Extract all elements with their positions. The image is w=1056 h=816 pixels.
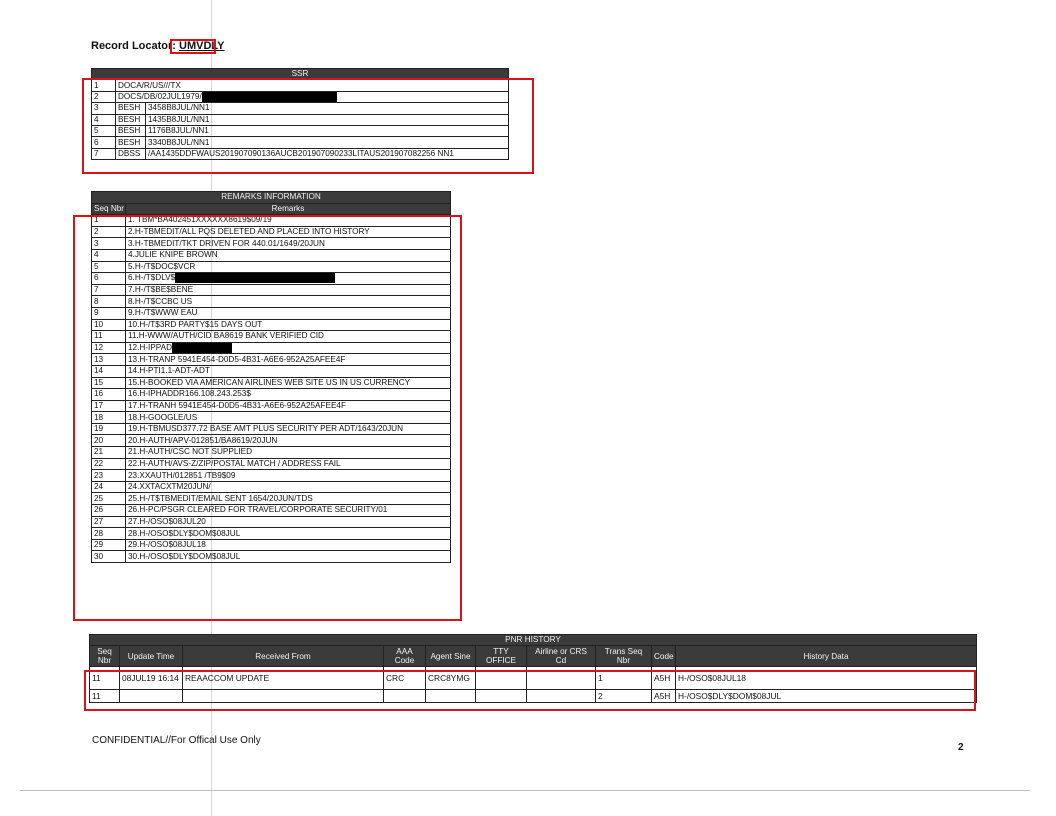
remarks-seq: 9 <box>92 307 126 319</box>
remarks-seq: 14 <box>92 365 126 377</box>
ssr-code: BESH <box>116 114 146 125</box>
pnr-aaa-code: CRC <box>384 667 426 690</box>
remarks-seq: 19 <box>92 423 126 435</box>
remarks-seq: 1 <box>92 215 126 227</box>
col-history-data: History Data <box>676 646 977 667</box>
pnr-code: A5H <box>652 690 676 703</box>
remarks-text: 30.H-/OSO$DLY$DOM$08JUL <box>128 551 241 561</box>
pnr-seq: 11 <box>90 690 120 703</box>
ssr-code: DBSS <box>116 148 146 159</box>
col-aaa-code: AAA Code <box>384 646 426 667</box>
pnr-trans-seq: 1 <box>596 667 652 690</box>
remarks-text: 6.H-/T$DLV$ <box>128 273 176 283</box>
col-tty-office: TTY OFFICE <box>476 646 527 667</box>
remarks-seq: 26 <box>92 505 126 517</box>
ssr-seq: 7 <box>92 148 116 159</box>
ssr-code: BESH <box>116 137 146 148</box>
remarks-seq: 29 <box>92 539 126 551</box>
remarks-text: 16.H-IPHADDR166.108.243.253$ <box>128 389 251 399</box>
remarks-seq: 22 <box>92 458 126 470</box>
remarks-text: 14.H-PTI1.1-ADT-ADT <box>128 366 210 376</box>
ssr-code: BESH <box>116 125 146 136</box>
remarks-text: 26.H-PC/PSGR CLEARED FOR TRAVEL/CORPORATE SECURITY/01 <box>128 505 388 515</box>
remarks-text: 17.H-TRANH 5941E454-D0D5-4B31-A6E6-952A25AFEE4F <box>128 400 346 410</box>
remarks-text: 10.H-/T$3RD PARTY$15 DAYS OUT <box>128 319 263 329</box>
remarks-highlight <box>73 215 462 621</box>
remarks-text: 7.H-/T$BE$BENE <box>128 285 194 295</box>
remarks-seq: 30 <box>92 551 126 563</box>
remarks-seq: 23 <box>92 470 126 482</box>
remarks-text: 21.H-AUTH/CSC NOT SUPPLIED <box>128 447 253 457</box>
remarks-seq: 2 <box>92 226 126 238</box>
ssr-value: /AA1435DDFWAUS201907090136AUCB201907090233LITAUS201907082256 NN1 <box>146 148 509 159</box>
scan-bottom-rule <box>20 790 1030 791</box>
remarks-text: 5.H-/T$DOC$VCR <box>128 261 196 271</box>
remarks-title: REMARKS INFORMATION <box>92 192 451 204</box>
remarks-text: 12.H-IPPAD <box>128 343 172 353</box>
pnr-history-highlight <box>84 670 976 711</box>
remarks-seq: 11 <box>92 331 126 343</box>
remarks-text: 19.H-TBMUSD377.72 BASE AMT PLUS SECURITY PER ADT/1643/20JUN <box>128 424 403 434</box>
col-seq-nbr: Seq Nbr <box>90 646 120 667</box>
remarks-seq: 18 <box>92 412 126 424</box>
remarks-seq: 8 <box>92 296 126 308</box>
remarks-seq: 4 <box>92 249 126 261</box>
remarks-seq: 12 <box>92 342 126 354</box>
pnr-trans-seq: 2 <box>596 690 652 703</box>
ssr-code: DOCA/R/US///TX <box>116 80 509 91</box>
ssr-seq: 5 <box>92 125 116 136</box>
remarks-text: 28.H-/OSO$DLY$DOM$08JUL <box>128 528 241 538</box>
ssr-value: 3340B8JUL/NN1 <box>146 137 509 148</box>
remarks-seq: 17 <box>92 400 126 412</box>
remarks-text: 23.XXAUTH/012851 /TB9$09 <box>128 470 236 480</box>
pnr-received-from: REAACCOM UPDATE <box>183 667 384 690</box>
ssr-title: SSR <box>92 69 509 80</box>
remarks-text: 3.H-TBMEDIT/TKT DRIVEN FOR 440.01/1649/20JUN <box>128 238 325 248</box>
remarks-seq: 21 <box>92 447 126 459</box>
ssr-value: /DB/02JUL1979/ <box>141 92 202 102</box>
remarks-text: 22.H-AUTH/AVS-Z/ZIP/POSTAL MATCH / ADDRESS FAIL <box>128 458 341 468</box>
remarks-text: 29.H-/OSO$08JUL18 <box>128 540 206 550</box>
remarks-seq: 10 <box>92 319 126 331</box>
remarks-seq: 28 <box>92 528 126 540</box>
ssr-seq: 4 <box>92 114 116 125</box>
remarks-text: 13.H-TRANP 5941E454-D0D5-4B31-A6E6-952A25AFEE4F <box>128 354 346 364</box>
remarks-text: 8.H-/T$CCBC US <box>128 296 193 306</box>
remarks-seq: 16 <box>92 389 126 401</box>
pnr-update-time: 08JUL19 16:14 <box>120 667 183 690</box>
remarks-text: 27.H-/OSO$08JUL20 <box>128 516 206 526</box>
col-code: Code <box>652 646 676 667</box>
ssr-seq: 2 <box>92 91 116 102</box>
remarks-text: 18.H-GOOGLE/US <box>128 412 198 422</box>
remarks-seq: 13 <box>92 354 126 366</box>
remarks-seq: 6 <box>92 273 126 285</box>
remarks-seq: 7 <box>92 284 126 296</box>
col-trans-seq: Trans Seq Nbr <box>596 646 652 667</box>
pnr-history-title: PNR HISTORY <box>90 635 977 646</box>
pnr-code: A5H <box>652 667 676 690</box>
record-locator-value: UMVDLY <box>179 40 225 52</box>
remarks-text: 11.H-WWW/AUTH/CID BA8619 BANK VERIFIED CID <box>128 331 324 341</box>
col-airline-crs: Airline or CRS Cd <box>527 646 596 667</box>
col-update-time: Update Time <box>120 646 183 667</box>
pnr-seq: 11 <box>90 667 120 690</box>
remarks-seq: 24 <box>92 481 126 493</box>
col-agent-sine: Agent Sine <box>426 646 476 667</box>
page-number: 2 <box>958 742 964 753</box>
record-locator-label: Record Locator: <box>91 40 176 52</box>
remarks-text: 9.H-/T$WWW EAU <box>128 308 198 318</box>
remarks-seq: 25 <box>92 493 126 505</box>
remarks-col-remarks: Remarks <box>126 203 451 215</box>
ssr-seq: 1 <box>92 80 116 91</box>
remarks-text: 20.H-AUTH/APV-012851/BA8619/20JUN <box>128 435 278 445</box>
remarks-text: 25.H-/T$TBMEDIT/EMAIL SENT 1654/20JUN/TDS <box>128 493 313 503</box>
ssr-highlight <box>82 78 534 174</box>
confidential-footer: CONFIDENTIAL//For Offical Use Only <box>92 735 261 746</box>
ssr-seq: 3 <box>92 103 116 114</box>
remarks-text: 2.H-TBMEDIT/ALL PQS DELETED AND PLACED INTO HISTORY <box>128 227 370 237</box>
col-received-from: Received From <box>183 646 384 667</box>
remarks-text: 15.H-BOOKED VIA AMERICAN AIRLINES WEB SITE US IN US CURRENCY <box>128 377 411 387</box>
ssr-seq: 6 <box>92 137 116 148</box>
remarks-seq: 20 <box>92 435 126 447</box>
remarks-text: 24.XXTACXTM20JUN/ <box>128 482 211 492</box>
remarks-seq: 27 <box>92 516 126 528</box>
remarks-text: 1. TBM*BA402451XXXXXX8619$09/19 <box>128 215 272 225</box>
ssr-value: 1435B8JUL/NN1 <box>146 114 509 125</box>
ssr-code: DOCS <box>118 92 142 102</box>
pnr-history-data: H-/OSO$08JUL18 <box>676 667 977 690</box>
remarks-text: 4.JULIE KNIPE BROWN <box>128 250 218 260</box>
remarks-seq: 5 <box>92 261 126 273</box>
remarks-seq: 15 <box>92 377 126 389</box>
ssr-value: 3458B8JUL/NN1 <box>146 103 509 114</box>
pnr-history-data: H-/OSO$DLY$DOM$08JUL <box>676 690 977 703</box>
remarks-col-seq: Seq Nbr <box>92 203 126 215</box>
ssr-code: BESH <box>116 103 146 114</box>
pnr-agent-sine: CRC8YMG <box>426 667 476 690</box>
ssr-value: 1176B8JUL/NN1 <box>146 125 509 136</box>
remarks-seq: 3 <box>92 238 126 250</box>
record-locator-highlight <box>170 39 216 54</box>
